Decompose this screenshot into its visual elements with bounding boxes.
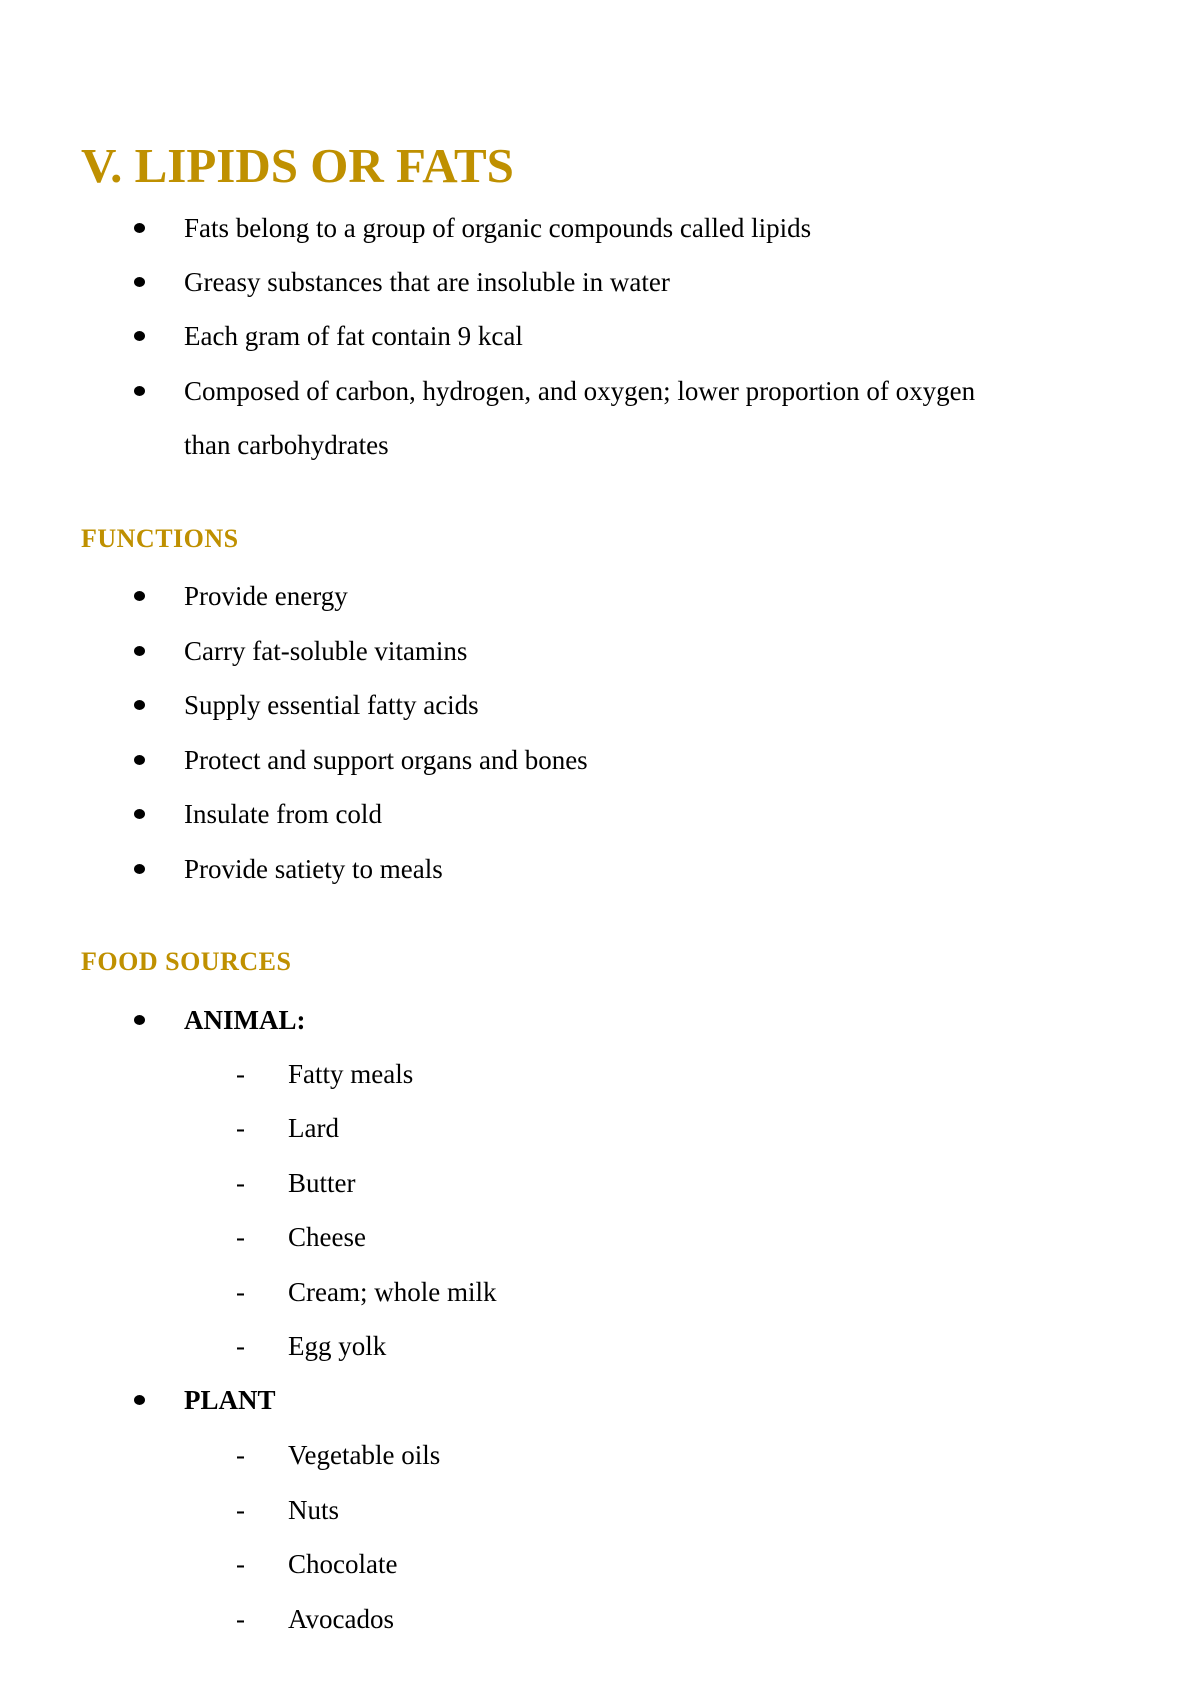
bullet-icon (134, 864, 145, 874)
sub-list-item-text: Egg yolk (288, 1331, 387, 1361)
sub-list-item-text: Cream; whole milk (288, 1277, 497, 1307)
dash-marker: - (236, 1277, 245, 1307)
dash-marker: - (236, 1495, 245, 1525)
sub-list-item (0, 1163, 1200, 1203)
list-item-continuation: than carbohydrates (184, 430, 389, 460)
sub-list-item-text: Avocados (288, 1604, 394, 1634)
list-item (0, 208, 1200, 248)
sub-list-item-text: Chocolate (288, 1549, 398, 1579)
document-title: V. LIPIDS OR FATS (81, 138, 514, 193)
list-item (0, 576, 1200, 616)
list-item (0, 316, 1200, 356)
sub-list-item-text: Fatty meals (288, 1059, 414, 1089)
list-item (0, 685, 1200, 725)
sub-list-item (0, 1054, 1200, 1094)
list-item (0, 740, 1200, 780)
sub-list-item (0, 1435, 1200, 1475)
dash-marker: - (236, 1113, 245, 1143)
list-item (0, 794, 1200, 834)
group-label-animal: ANIMAL: (184, 1005, 306, 1035)
bullet-icon (134, 386, 145, 396)
sub-list-item-text: Lard (288, 1113, 339, 1143)
sub-list-item (0, 1272, 1200, 1312)
list-item (0, 262, 1200, 302)
group-label-plant: PLANT (184, 1385, 276, 1415)
sub-list-item (0, 1544, 1200, 1584)
sub-list-item (0, 1599, 1200, 1639)
bullet-icon (134, 591, 145, 601)
bullet-icon (134, 755, 145, 765)
bullet-icon (134, 646, 145, 656)
list-item (0, 1000, 1200, 1040)
dash-marker: - (236, 1440, 245, 1470)
list-item (0, 1380, 1200, 1420)
list-item-text: Each gram of fat contain 9 kcal (184, 321, 523, 351)
list-item-text: Greasy substances that are insoluble in water (184, 267, 670, 297)
sub-list-item-text: Cheese (288, 1222, 366, 1252)
sub-list-item (0, 1326, 1200, 1366)
functions-heading: FUNCTIONS (81, 524, 239, 553)
list-item (0, 631, 1200, 671)
bullet-icon (134, 331, 145, 341)
dash-marker: - (236, 1604, 245, 1634)
food-sources-heading: FOOD SOURCES (81, 947, 292, 976)
sub-list-item (0, 1217, 1200, 1257)
list-item (0, 371, 1200, 411)
list-item-text: Composed of carbon, hydrogen, and oxygen; lower proportion of oxygen (184, 376, 976, 406)
bullet-icon (134, 809, 145, 819)
dash-marker: - (236, 1059, 245, 1089)
bullet-icon (134, 1015, 145, 1025)
dash-marker: - (236, 1331, 245, 1361)
dash-marker: - (236, 1549, 245, 1579)
list-item-text: Protect and support organs and bones (184, 745, 588, 775)
bullet-icon (134, 223, 145, 233)
sub-list-item-text: Vegetable oils (288, 1440, 441, 1470)
list-item-text: Fats belong to a group of organic compounds called lipids (184, 213, 812, 243)
dash-marker: - (236, 1222, 245, 1252)
list-item (0, 849, 1200, 889)
list-item-text: Carry fat-soluble vitamins (184, 636, 468, 666)
bullet-icon (134, 277, 145, 287)
list-item-text: Provide energy (184, 581, 348, 611)
bullet-icon (134, 1395, 145, 1405)
bullet-icon (134, 700, 145, 710)
list-item-text: Insulate from cold (184, 799, 382, 829)
sub-list-item (0, 1490, 1200, 1530)
sub-list-item-text: Butter (288, 1168, 356, 1198)
list-item-text: Provide satiety to meals (184, 854, 443, 884)
sub-list-item (0, 1108, 1200, 1148)
sub-list-item-text: Nuts (288, 1495, 340, 1525)
dash-marker: - (236, 1168, 245, 1198)
list-item-text: Supply essential fatty acids (184, 690, 479, 720)
